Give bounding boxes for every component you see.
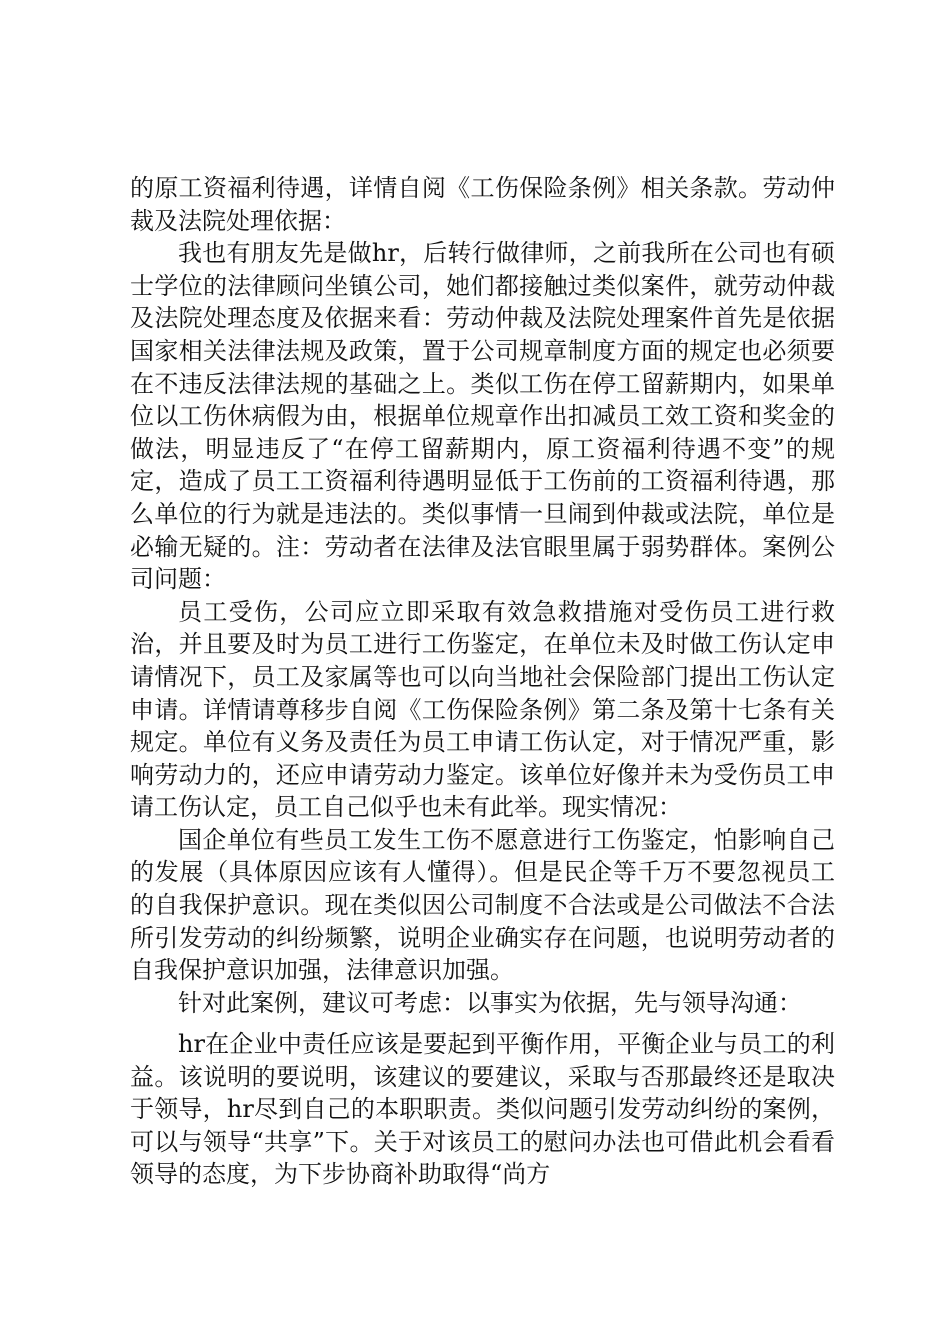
paragraph-6: hr在企业中责任应该是要起到平衡作用，平衡企业与员工的利益。该说明的要说明，该建议的要建议，采取与否那最终还是取决于领导，hr尽到自己的本职职责。类似问题引发劳动纠纷的案例，可以与领导“共享”下。关于对该员工的慰问办法也可借此机会看看领导的态度，为下步协商补助取得“尚方 bbox=[130, 1030, 835, 1189]
paragraph-3: 员工受伤，公司应立即采取有效急救措施对受伤员工进行救治，并且要及时为员工进行工伤鉴定，在单位未及时做工伤认定申请情况下，员工及家属等也可以向当地社会保险部门提出工伤认定申请。详情请尊移步自阅《工伤保险条例》第二条及第十七条有关规定。单位有义务及责任为员工申请工伤认定，对于情况严重，影响劳动力的，还应申请劳动力鉴定。该单位好像并未为受伤员工申请工伤认定，员工自己似乎也未有此举。现实情况： bbox=[130, 597, 835, 822]
document-body-upper bbox=[130, 172, 835, 1019]
paragraph-4: 国企单位有些员工发生工伤不愿意进行工伤鉴定，怕影响自己的发展（具体原因应该有人懂得）。但是民企等千万不要忽视员工的自我保护意识。现在类似因公司制度不合法或是公司做法不合法所引发劳动的纠纷频繁，说明企业确实存在问题，也说明劳动者的自我保护意识加强，法律意识加强。 bbox=[130, 825, 835, 985]
paragraph-2: 我也有朋友先是做hr，后转行做律师，之前我所在公司也有硕士学位的法律顾问坐镇公司，她们都接触过类似案件，就劳动仲裁及法院处理态度及依据来看：劳动仲裁及法院处理案件首先是依据国家相关法律法规及政策，置于公司规章制度方面的规定也必须要在不违反法律法规的基础之上。类似工伤在停工留薪期内，如果单位以工伤休病假为由，根据单位规章作出扣减员工效工资和奖金的做法，明显违反了“在停工留薪期内，原工资福利待遇不变”的规定，造成了员工工资福利待遇明显低于工伤前的工资福利待遇，那么单位的行为就是违法的。类似事情一旦闹到仲裁或法院，单位是必输无疑的。注：劳动者在法律及法官眼里属于弱势群体。案例公司问题： bbox=[130, 239, 835, 594]
document-body-lower bbox=[130, 1028, 835, 1191]
paragraph-1: 的原工资福利待遇，详情自阅《工伤保险条例》相关条款。劳动仲裁及法院处理依据： bbox=[130, 174, 835, 235]
paragraph-5: 针对此案例，建议可考虑：以事实为依据，先与领导沟通： bbox=[178, 988, 802, 1017]
